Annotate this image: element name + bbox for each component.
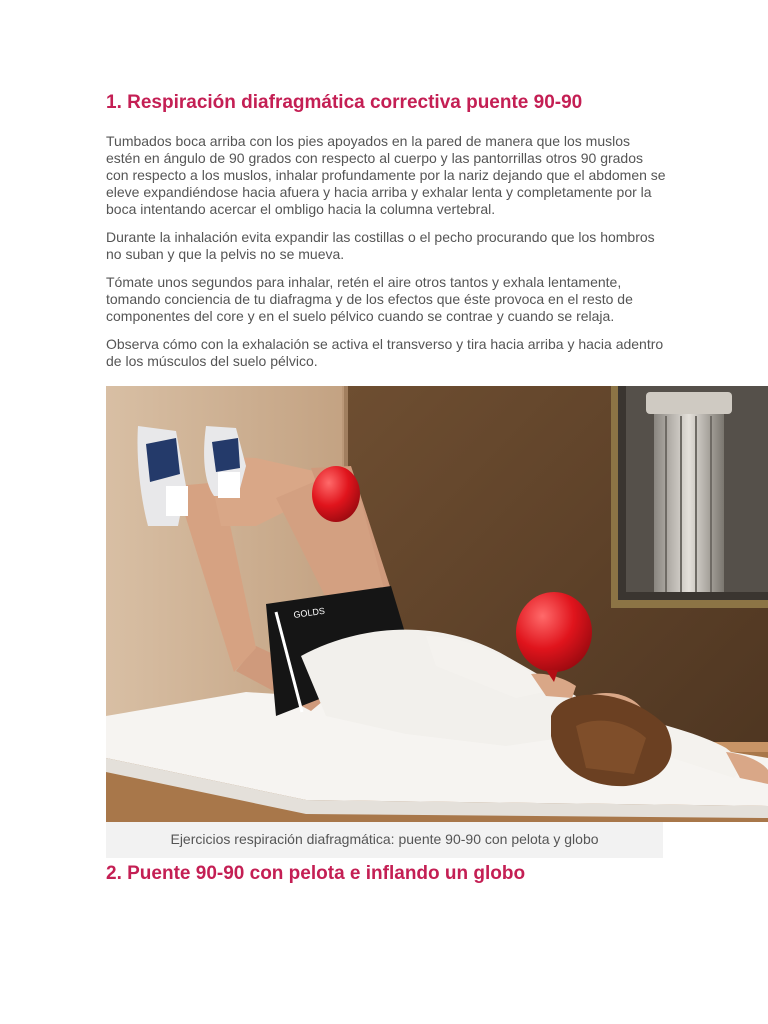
red-balloon <box>516 592 592 672</box>
section-1-body <box>106 133 666 381</box>
paragraph-1: Tumbados boca arriba con los pies apoyados en la pared de manera que los muslos estén en ángulo de 90 grados con respecto al cuerpo y las pantorrillas otros 90 grados con respecto a los muslos, inhalar profundamente por la nariz dejando que el abdomen se eleve expandiéndose hacia afuera y hacia arriba y exhalar lenta y completamente por la boca intentando acercar el ombligo hacia la columna vertebral. <box>106 133 666 217</box>
figure-caption: Ejercicios respiración diafragmática: puente 90-90 con pelota y globo <box>170 831 599 847</box>
section-2-title: 2. Puente 90-90 con pelota e inflando un globo <box>106 863 526 884</box>
shorts-logo: GOLDS <box>292 605 326 620</box>
framed-picture <box>611 386 768 608</box>
exercise-illustration <box>106 386 768 822</box>
exercise-photo <box>106 386 768 822</box>
caption-bar <box>106 822 663 858</box>
red-ball <box>312 466 360 522</box>
section-1-title: 1. Respiración diafragmática correctiva puente 90-90 <box>106 92 583 113</box>
paragraph-2: Durante la inhalación evita expandir las costillas o el pecho procurando que los hombros no suban y que la pelvis no se mueva. <box>106 229 655 262</box>
paragraph-4: Observa cómo con la exhalación se activa el transverso y tira hacia arriba y hacia adentro de los músculos del suelo pélvico. <box>106 336 664 369</box>
exercise-figure <box>106 386 768 858</box>
paragraph-3: Tómate unos segundos para inhalar, retén el aire otros tantos y exhala lentamente, tomando conciencia de tu diafragma y de los efectos que éste provoca en el resto de componentes del core y en el suelo pélvico cuando se contrae y cuando se relaja. <box>106 274 633 324</box>
